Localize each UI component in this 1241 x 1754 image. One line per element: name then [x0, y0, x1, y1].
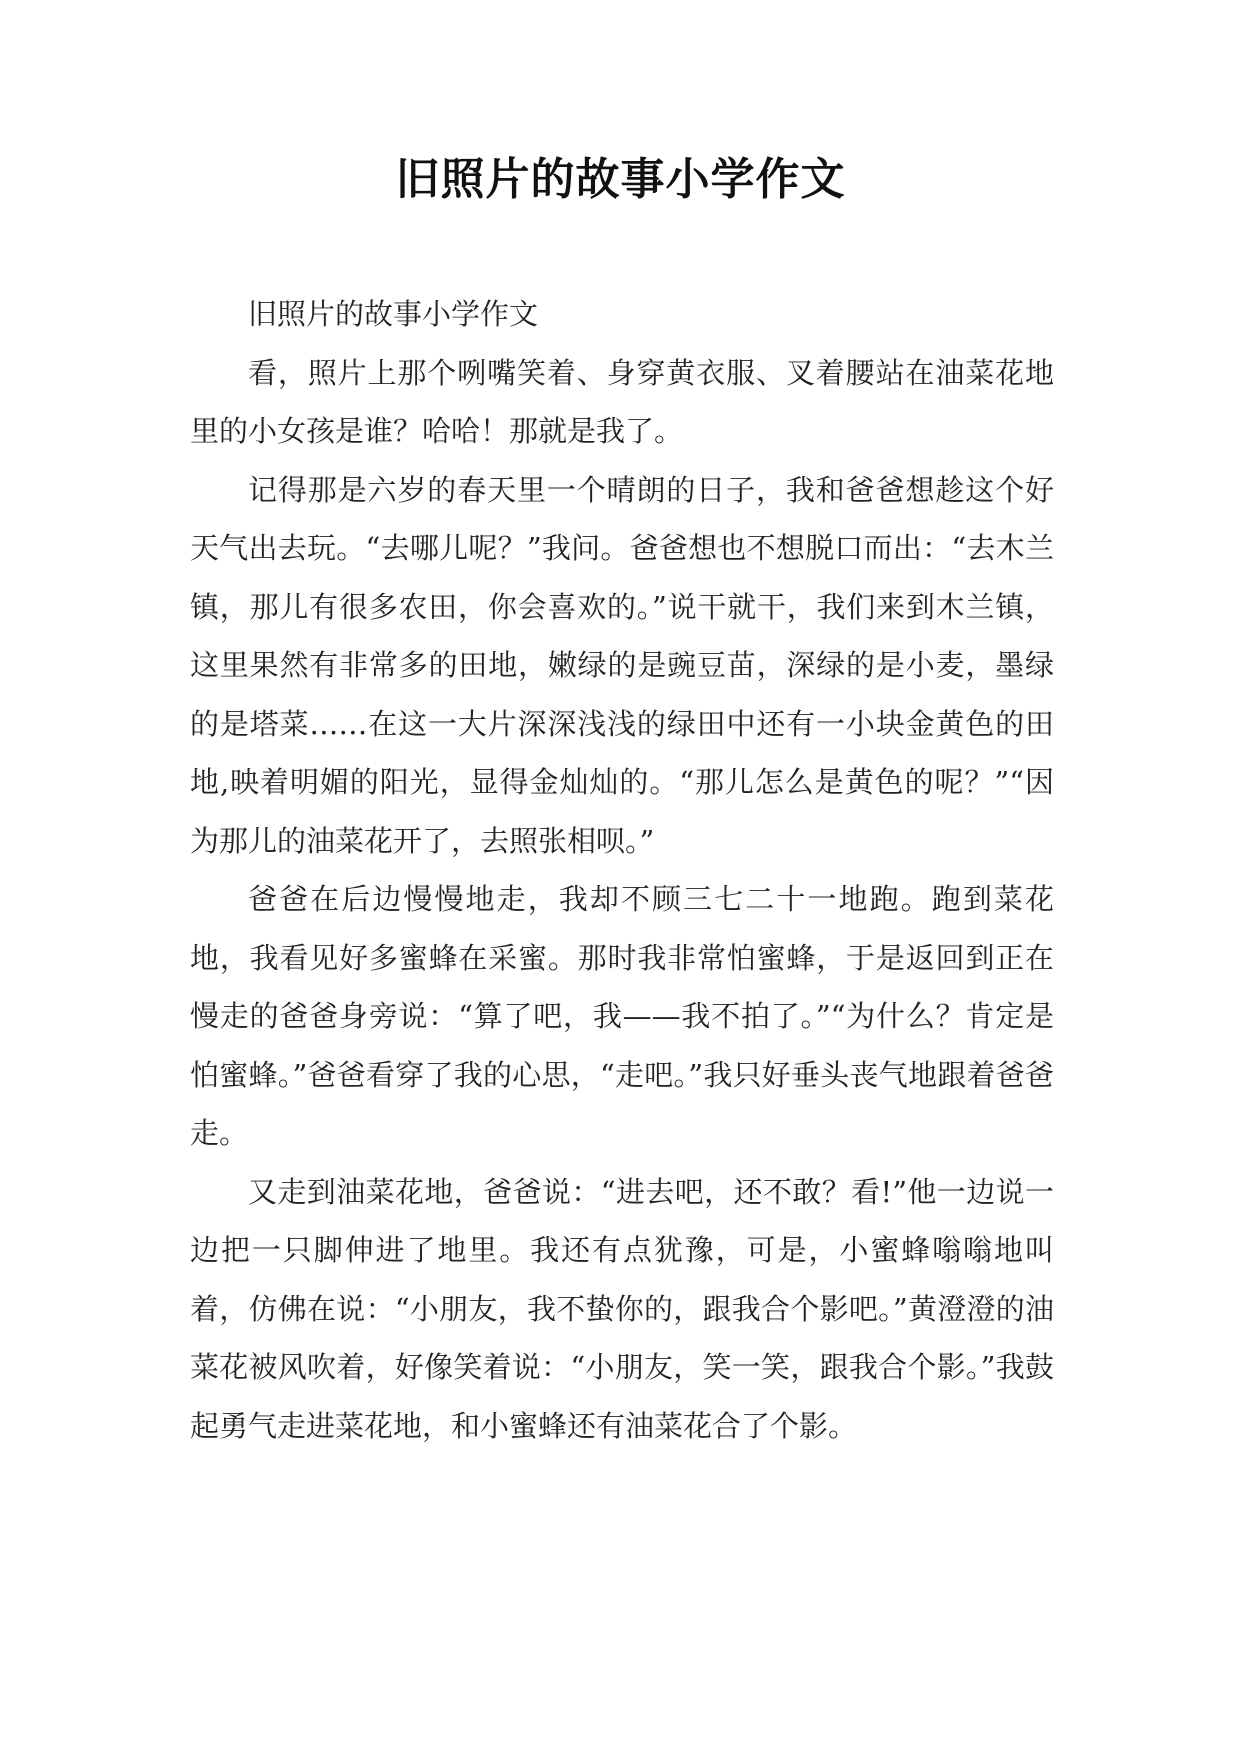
paragraph-subtitle: 旧照片的故事小学作文: [248, 297, 539, 331]
document-title: 旧照片的故事小学作文: [395, 154, 846, 205]
paragraph-3: 爸爸在后边慢慢地走，我却不顾三七二十一地跑。跑到菜花地，我看见好多蜜蜂在采蜜。那时我非常怕蜜蜂，于是返回到正在慢走的爸爸身旁说：“算了吧，我——我不拍了。”“为什么？肯定是怕蜜蜂。”爸爸看穿了我的心思，“走吧。”我只好垂头丧气地跟着爸爸走。: [190, 882, 1054, 1150]
paragraph-2: 记得那是六岁的春天里一个晴朗的日子，我和爸爸想趁这个好天气出去玩。“去哪儿呢？”我问。爸爸想也不想脱口而出：“去木兰镇，那儿有很多农田，你会喜欢的。”说干就干，我们来到木兰镇，这里果然有非常多的田地，嫩绿的是豌豆苗，深绿的是小麦，墨绿的是塔菜……在这一大片深深浅浅的绿田中还有一小块金黄色的田地,映着明媚的阳光，显得金灿灿的。“那儿怎么是黄色的呢？”“因为那儿的油菜花开了，去照张相呗。”: [190, 472, 1054, 858]
paragraph-4: 又走到油菜花地，爸爸说：“进去吧，还不敢？看!”他一边说一边把一只脚伸进了地里。我还有点犹豫，可是，小蜜蜂嗡嗡地叫着，仿佛在说：“小朋友，我不蛰你的，跟我合个影吧。”黄澄澄的油菜花被风吹着，好像笑着说：“小朋友，笑一笑，跟我合个影。”我鼓起勇气走进菜花地，和小蜜蜂还有油菜花合了个影。: [190, 1174, 1054, 1443]
document-body: [190, 285, 1054, 1455]
paragraph-1: 看，照片上那个咧嘴笑着、身穿黄衣服、叉着腰站在油菜花地里的小女孩是谁？哈哈！那就是我了。: [190, 355, 1054, 448]
